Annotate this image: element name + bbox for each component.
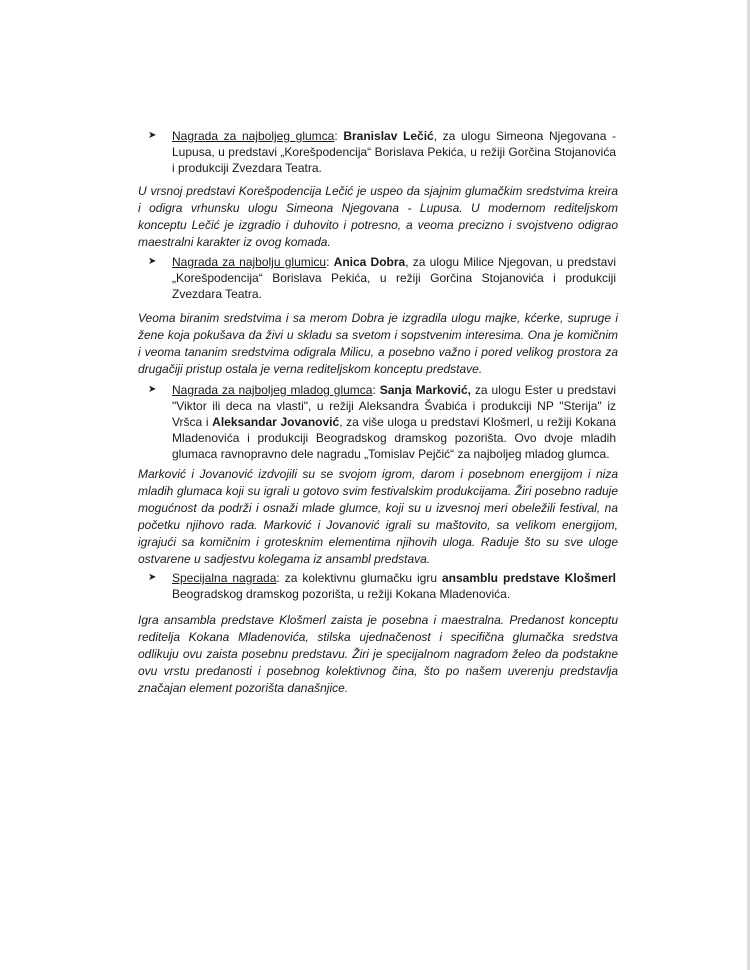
arrow-bullet-icon: ➤ bbox=[148, 256, 157, 267]
award-details: Beogradskog dramskog pozorišta, u režiji Kokana Mladenovića. bbox=[172, 587, 511, 601]
arrow-bullet-icon: ➤ bbox=[148, 130, 157, 141]
award-category: Specijalna nagrada bbox=[172, 571, 277, 585]
award-separator: : bbox=[334, 129, 344, 143]
award-recipient: Anica Dobra bbox=[333, 255, 406, 269]
award-recipient: Sanja Marković, bbox=[379, 383, 472, 397]
award-text bbox=[172, 570, 616, 602]
award-details: , za ulogu Milice Njegovan, u predstavi „Korešpodencija“ Borislava Pekića, u režiji Gorčina Stojanovića i produkciji Zvezdara Teatra. bbox=[172, 255, 616, 301]
paragraph-special: Igra ansambla predstave Klošmerl zaista je posebna i maestralna. Predanost konceptu reditelja Kokana Mladenovića, stilska ujednačenost i specifična glumačka sredstva odlikuju ovu zaista posebnu predstavu. Žiri je specijalnom nagradom želeo da podstakne ovu vrstu predanosti i posebnog kolektivnog čina, što po našem uverenju predstavlja značajan element pozorišta današnjice. bbox=[138, 613, 618, 695]
award-details: , za ulogu Simeona Njegovana - Lupusa, u predstavi „Korešpodencija“ Borislava Pekića, u režiji Gorčina Stojanovića i produkciji Zvezdara Teatra. bbox=[172, 129, 616, 175]
award-special bbox=[148, 570, 616, 602]
award-best-actress bbox=[148, 254, 616, 302]
arrow-bullet-icon: ➤ bbox=[148, 384, 157, 395]
award-category: Nagrada za najboljeg glumca bbox=[172, 129, 335, 143]
award-separator: : bbox=[372, 383, 380, 397]
paragraph-best-actress: Veoma biranim sredstvima i sa merom Dobra je izgradila ulogu majke, kćerke, supruge i žene koja pokušava da živi u skladu sa svetom i sopstvenim interesima. Ona je komičnim i veoma tananim sredstvima odigrala Milicu, a posebno važno i pored velikog prostora za drugačiji pristup ostala je verna rediteljskom konceptu predstave. bbox=[138, 311, 618, 376]
award-best-young-actor bbox=[148, 382, 616, 462]
award-text bbox=[172, 382, 616, 462]
award-category: Nagrada za najboljeg mladog glumca bbox=[172, 383, 373, 397]
award-details-second: , za više uloga u predstavi Klošmerl, u režiji Kokana Mladenovića i produkciji Beogradskog dramskog pozorišta. Ovo dvoje mladih glumaca ravnopravno dele nagradu „Tomislav Pejčić“ za najboljeg mladog glumca. bbox=[172, 415, 616, 461]
award-text bbox=[172, 128, 616, 176]
paragraph-best-actor: U vrsnoj predstavi Korešpodencija Lečić je uspeo da sjajnim glumačkim sredstvima kreira i odigra vrhunsku ulogu Simeona Njegovana - Lupusa. U modernom rediteljskom konceptu Lečić je izgradio i duhovito i potresno, a veoma precizno i svojstveno odigrao maestralni karakter iz ovog komada. bbox=[138, 184, 618, 249]
award-separator: : bbox=[326, 255, 334, 269]
award-separator: : za kolektivnu glumačku igru bbox=[276, 571, 442, 585]
award-recipient: Branislav Lečić bbox=[343, 129, 434, 143]
award-recipient-second: Aleksandar Jovanović bbox=[212, 415, 340, 429]
paragraph-best-young-actor: Marković i Jovanović izdvojili su se svojom igrom, darom i posebnom energijom i niza mladih glumaca koji su igrali u gotovo svim festivalskim produkcijama. Žiri posebno raduje mogućnost da podrži i osnaži mlade glumce, koji su u izvesnoj meri obeležili festival, na početku njihovo rada. Marković i Jovanović igrali su maštovito, sa velikom energijom, igrajući sa komičnim i grotesknim elementima njihovih uloga. Raduje što su sve uloge ostvarene u sadjestvu kolegama iz ansambl predstava. bbox=[138, 467, 618, 566]
award-best-actor bbox=[148, 128, 616, 176]
award-category: Nagrada za najbolju glumicu bbox=[172, 255, 327, 269]
award-text bbox=[172, 254, 616, 302]
award-details: za ulogu Ester u predstavi "Viktor ili deca na vlasti", u režiji Aleksandra Švabića i produkciji NP "Sterija" iz Vršca i bbox=[172, 383, 617, 429]
award-recipient: ansamblu predstave Klošmerl bbox=[442, 571, 617, 585]
arrow-bullet-icon: ➤ bbox=[148, 572, 157, 583]
